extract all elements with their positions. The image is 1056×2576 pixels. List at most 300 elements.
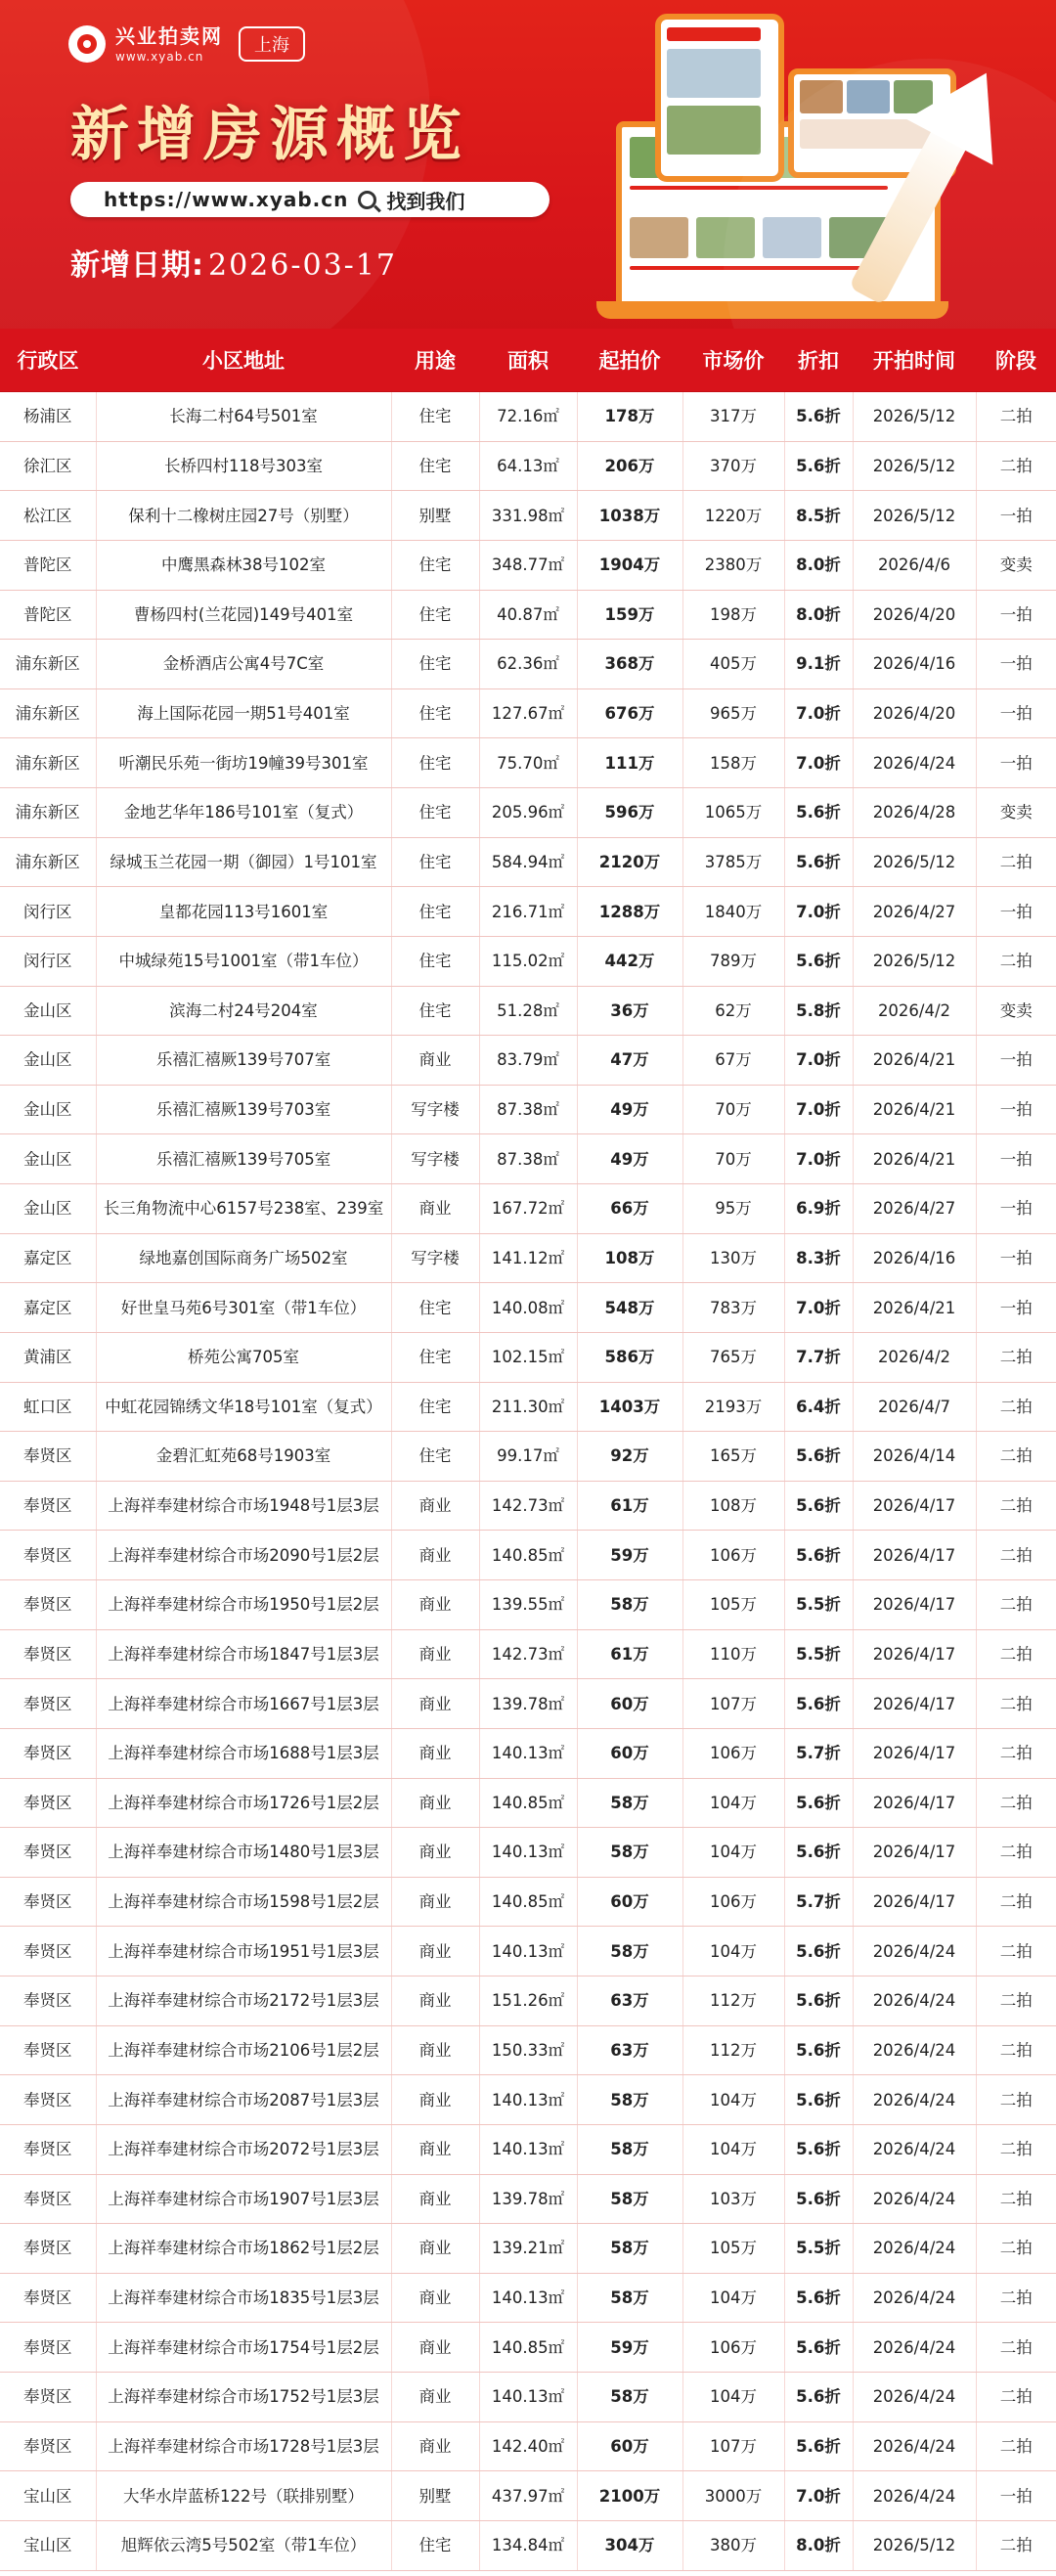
auction-date-cell: 2026/4/24: [853, 738, 976, 788]
discount-cell: 5.6折: [784, 2124, 853, 2174]
address-cell: 皇都花园113号1601室: [96, 887, 391, 937]
district-cell: 浦东新区: [0, 688, 96, 738]
market-price-cell: 317万: [682, 392, 784, 442]
district-cell: 宝山区: [0, 2471, 96, 2521]
stage-cell: 一拍: [976, 688, 1056, 738]
address-cell: 桥苑公寓705室: [96, 1332, 391, 1382]
area-cell: 140.85㎡: [479, 2323, 577, 2373]
discount-cell: 5.8折: [784, 986, 853, 1036]
auction-date-cell: 2026/5/12: [853, 2520, 976, 2570]
stage-cell: 二拍: [976, 1382, 1056, 1432]
discount-cell: 7.0折: [784, 688, 853, 738]
discount-cell: 5.6折: [784, 936, 853, 986]
column-header-use[interactable]: 用途: [391, 329, 479, 392]
url-bar[interactable]: [70, 182, 550, 217]
address-cell: 上海祥奉建材综合市场1688号1层3层: [96, 1728, 391, 1778]
district-cell: 奉贤区: [0, 2421, 96, 2471]
discount-cell: 5.6折: [784, 1432, 853, 1482]
start-price-cell: 58万: [577, 1778, 682, 1828]
area-cell: 72.16㎡: [479, 392, 577, 442]
auction-date-cell: 2026/4/16: [853, 640, 976, 689]
market-price-cell: 112万: [682, 1976, 784, 2026]
table-row[interactable]: [0, 738, 1056, 788]
stage-cell: 二拍: [976, 2075, 1056, 2125]
market-price-cell: 70万: [682, 1134, 784, 1184]
start-price-cell: 178万: [577, 392, 682, 442]
area-cell: 87.38㎡: [479, 1085, 577, 1134]
market-price-cell: 405万: [682, 640, 784, 689]
address-cell: 乐禧汇禧厥139号703室: [96, 1085, 391, 1134]
address-cell: 乐禧汇禧厥139号707室: [96, 1036, 391, 1086]
auction-date-cell: 2026/4/7: [853, 1382, 976, 1432]
auction-date-cell: 2026/5/12: [853, 441, 976, 491]
discount-cell: 5.6折: [784, 2323, 853, 2373]
district-cell: 宝山区: [0, 2520, 96, 2570]
discount-cell: 9.1折: [784, 640, 853, 689]
table-row[interactable]: [0, 1283, 1056, 1333]
address-cell: 上海祥奉建材综合市场1480号1层3层: [96, 1828, 391, 1878]
table-row[interactable]: [0, 1085, 1056, 1134]
column-header-market-price[interactable]: 市场价: [682, 329, 784, 392]
district-cell: 奉贤区: [0, 2124, 96, 2174]
stage-cell: 二拍: [976, 1332, 1056, 1382]
market-price-cell: 105万: [682, 1580, 784, 1630]
use-cell: 住宅: [391, 2520, 479, 2570]
address-cell: 上海祥奉建材综合市场1598号1层2层: [96, 1877, 391, 1927]
use-cell: 商业: [391, 2421, 479, 2471]
table-row[interactable]: [0, 1184, 1056, 1234]
stage-cell: 变卖: [976, 540, 1056, 590]
table-row[interactable]: [0, 2174, 1056, 2224]
area-cell: 140.85㎡: [479, 1877, 577, 1927]
table-row[interactable]: [0, 986, 1056, 1036]
stage-cell: 二拍: [976, 2421, 1056, 2471]
column-header-auction-date[interactable]: 开拍时间: [853, 329, 976, 392]
table-row[interactable]: [0, 788, 1056, 838]
column-header-discount[interactable]: 折扣: [784, 329, 853, 392]
stage-cell: 二拍: [976, 837, 1056, 887]
stage-cell: 二拍: [976, 1481, 1056, 1531]
start-price-cell: 442万: [577, 936, 682, 986]
stage-cell: 二拍: [976, 1828, 1056, 1878]
area-cell: 62.36㎡: [479, 640, 577, 689]
start-price-cell: 58万: [577, 2373, 682, 2422]
start-price-cell: 60万: [577, 1728, 682, 1778]
column-header-address[interactable]: 小区地址: [96, 329, 391, 392]
market-price-cell: 3000万: [682, 2471, 784, 2521]
stage-cell: 二拍: [976, 2373, 1056, 2422]
address-cell: 保利十二橡树庄园27号（别墅）: [96, 491, 391, 541]
added-date: [70, 241, 397, 284]
table-row[interactable]: [0, 688, 1056, 738]
auction-date-cell: 2026/4/17: [853, 1679, 976, 1729]
discount-cell: 5.5折: [784, 1629, 853, 1679]
table-row[interactable]: [0, 441, 1056, 491]
city-badge: 上海: [239, 26, 305, 62]
added-date-label: 新增日期:: [70, 248, 204, 283]
use-cell: 住宅: [391, 837, 479, 887]
address-cell: 长海二村64号501室: [96, 392, 391, 442]
table-row[interactable]: [0, 540, 1056, 590]
start-price-cell: 1403万: [577, 1382, 682, 1432]
stage-cell: 一拍: [976, 1233, 1056, 1283]
table-row[interactable]: [0, 2025, 1056, 2075]
area-cell: 151.26㎡: [479, 1976, 577, 2026]
start-price-cell: 58万: [577, 2273, 682, 2323]
use-cell: 商业: [391, 2224, 479, 2274]
auction-date-cell: 2026/4/24: [853, 2273, 976, 2323]
district-cell: 奉贤区: [0, 1629, 96, 1679]
discount-cell: 5.6折: [784, 441, 853, 491]
auction-date-cell: 2026/4/24: [853, 2075, 976, 2125]
district-cell: 奉贤区: [0, 2373, 96, 2422]
market-price-cell: 104万: [682, 2373, 784, 2422]
area-cell: 64.13㎡: [479, 441, 577, 491]
listing-thumbnail: [630, 217, 688, 258]
auction-date-cell: 2026/4/17: [853, 1778, 976, 1828]
auction-date-cell: 2026/4/21: [853, 1085, 976, 1134]
discount-cell: 8.0折: [784, 540, 853, 590]
table-row[interactable]: [0, 936, 1056, 986]
district-cell: 奉贤区: [0, 1976, 96, 2026]
use-cell: 别墅: [391, 2471, 479, 2521]
auction-date-cell: 2026/4/2: [853, 1332, 976, 1382]
stage-cell: 二拍: [976, 936, 1056, 986]
table-row[interactable]: [0, 1927, 1056, 1976]
table-row[interactable]: [0, 2471, 1056, 2521]
use-cell: 住宅: [391, 986, 479, 1036]
auction-date-cell: 2026/4/17: [853, 1728, 976, 1778]
district-cell: 普陀区: [0, 590, 96, 640]
use-cell: 商业: [391, 1679, 479, 1729]
address-cell: 中鹰黑森林38号102室: [96, 540, 391, 590]
stage-cell: 二拍: [976, 1778, 1056, 1828]
district-cell: 奉贤区: [0, 1927, 96, 1976]
area-cell: 75.70㎡: [479, 738, 577, 788]
table-row[interactable]: [0, 2520, 1056, 2570]
discount-cell: 7.0折: [784, 1283, 853, 1333]
stage-cell: 二拍: [976, 2174, 1056, 2224]
district-cell: 奉贤区: [0, 1432, 96, 1482]
discount-cell: 5.6折: [784, 1778, 853, 1828]
price-bar: [630, 186, 888, 190]
area-cell: 140.13㎡: [479, 2075, 577, 2125]
auction-date-cell: 2026/4/14: [853, 1432, 976, 1482]
table-row[interactable]: [0, 2421, 1056, 2471]
area-cell: 140.13㎡: [479, 2273, 577, 2323]
table-row[interactable]: [0, 1332, 1056, 1382]
district-cell: 奉贤区: [0, 2075, 96, 2125]
discount-cell: 5.6折: [784, 2174, 853, 2224]
stage-cell: 二拍: [976, 1629, 1056, 1679]
use-cell: 商业: [391, 1877, 479, 1927]
address-cell: 曹杨四村(兰花园)149号401室: [96, 590, 391, 640]
auction-date-cell: 2026/4/28: [853, 788, 976, 838]
area-cell: 139.21㎡: [479, 2224, 577, 2274]
site-url[interactable]: https://www.xyab.cn: [104, 188, 349, 211]
district-cell: 浦东新区: [0, 640, 96, 689]
start-price-cell: 60万: [577, 2421, 682, 2471]
use-cell: 商业: [391, 1184, 479, 1234]
table-row[interactable]: [0, 1531, 1056, 1580]
table-row[interactable]: [0, 1679, 1056, 1729]
start-price-cell: 60万: [577, 1679, 682, 1729]
area-cell: 115.02㎡: [479, 936, 577, 986]
table-row[interactable]: [0, 1036, 1056, 1086]
table-row[interactable]: [0, 1629, 1056, 1679]
start-price-cell: 59万: [577, 2323, 682, 2373]
stage-cell: 一拍: [976, 2471, 1056, 2521]
table-row[interactable]: [0, 392, 1056, 442]
table-row[interactable]: [0, 2323, 1056, 2373]
listing-thumbnail: [763, 217, 821, 258]
discount-cell: 8.0折: [784, 590, 853, 640]
market-price-cell: 107万: [682, 2421, 784, 2471]
table-row[interactable]: [0, 1481, 1056, 1531]
discount-cell: 7.7折: [784, 1332, 853, 1382]
table-row[interactable]: [0, 2224, 1056, 2274]
district-cell: 闵行区: [0, 936, 96, 986]
area-cell: 139.55㎡: [479, 1580, 577, 1630]
area-cell: 142.73㎡: [479, 1481, 577, 1531]
start-price-cell: 63万: [577, 1976, 682, 2026]
market-price-cell: 965万: [682, 688, 784, 738]
district-cell: 嘉定区: [0, 1283, 96, 1333]
district-cell: 嘉定区: [0, 1233, 96, 1283]
table-row[interactable]: [0, 1778, 1056, 1828]
discount-cell: 7.0折: [784, 1134, 853, 1184]
district-cell: 奉贤区: [0, 2323, 96, 2373]
district-cell: 奉贤区: [0, 1679, 96, 1729]
address-cell: 大华水岸蓝桥122号（联排别墅）: [96, 2471, 391, 2521]
column-header-area[interactable]: 面积: [479, 329, 577, 392]
stage-cell: 二拍: [976, 1877, 1056, 1927]
district-cell: 闵行区: [0, 887, 96, 937]
district-cell: 奉贤区: [0, 1778, 96, 1828]
market-price-cell: 130万: [682, 1233, 784, 1283]
address-cell: 上海祥奉建材综合市场1948号1层3层: [96, 1481, 391, 1531]
start-price-cell: 1038万: [577, 491, 682, 541]
address-cell: 上海祥奉建材综合市场2090号1层2层: [96, 1531, 391, 1580]
column-header-district[interactable]: 行政区: [0, 329, 96, 392]
address-cell: 金碧汇虹苑68号1903室: [96, 1432, 391, 1482]
district-cell: 奉贤区: [0, 1531, 96, 1580]
use-cell: 商业: [391, 2025, 479, 2075]
discount-cell: 5.6折: [784, 1976, 853, 2026]
auction-date-cell: 2026/4/21: [853, 1283, 976, 1333]
market-price-cell: 104万: [682, 1828, 784, 1878]
area-cell: 584.94㎡: [479, 837, 577, 887]
table-row[interactable]: [0, 1432, 1056, 1482]
start-price-cell: 206万: [577, 441, 682, 491]
stage-cell: 一拍: [976, 491, 1056, 541]
table-row[interactable]: [0, 2373, 1056, 2422]
district-cell: 奉贤区: [0, 1580, 96, 1630]
brand-name: 兴业拍卖网: [115, 23, 223, 48]
discount-cell: 5.6折: [784, 2075, 853, 2125]
area-cell: 140.08㎡: [479, 1283, 577, 1333]
listing-thumbnail: [696, 217, 755, 258]
district-cell: 奉贤区: [0, 1828, 96, 1878]
market-price-cell: 1840万: [682, 887, 784, 937]
table-row[interactable]: [0, 887, 1056, 937]
discount-cell: 8.0折: [784, 2520, 853, 2570]
address-cell: 中城绿苑15号1001室（带1车位）: [96, 936, 391, 986]
table-row[interactable]: [0, 590, 1056, 640]
district-cell: 黄浦区: [0, 1332, 96, 1382]
table-row[interactable]: [0, 1728, 1056, 1778]
start-price-cell: 2120万: [577, 837, 682, 887]
column-header-stage[interactable]: 阶段: [976, 329, 1056, 392]
district-cell: 金山区: [0, 986, 96, 1036]
address-cell: 上海祥奉建材综合市场1667号1层3层: [96, 1679, 391, 1729]
table-row[interactable]: [0, 1976, 1056, 2026]
area-cell: 83.79㎡: [479, 1036, 577, 1086]
start-price-cell: 676万: [577, 688, 682, 738]
market-price-cell: 104万: [682, 2273, 784, 2323]
stage-cell: 二拍: [976, 441, 1056, 491]
start-price-cell: 58万: [577, 2224, 682, 2274]
address-cell: 上海祥奉建材综合市场2106号1层2层: [96, 2025, 391, 2075]
area-cell: 40.87㎡: [479, 590, 577, 640]
brand[interactable]: [68, 25, 305, 63]
growth-arrow-icon: [849, 123, 971, 306]
stage-cell: 一拍: [976, 590, 1056, 640]
market-price-cell: 165万: [682, 1432, 784, 1482]
address-cell: 滨海二村24号204室: [96, 986, 391, 1036]
discount-cell: 5.7折: [784, 1728, 853, 1778]
auction-date-cell: 2026/4/20: [853, 590, 976, 640]
table-row[interactable]: [0, 837, 1056, 887]
table-row[interactable]: [0, 1134, 1056, 1184]
address-cell: 绿城玉兰花园一期（御园）1号101室: [96, 837, 391, 887]
auction-date-cell: 2026/5/12: [853, 936, 976, 986]
start-price-cell: 61万: [577, 1481, 682, 1531]
start-price-cell: 58万: [577, 1828, 682, 1878]
market-price-cell: 106万: [682, 1531, 784, 1580]
address-cell: 金桥酒店公寓4号7C室: [96, 640, 391, 689]
market-price-cell: 2193万: [682, 1382, 784, 1432]
auction-date-cell: 2026/4/17: [853, 1580, 976, 1630]
use-cell: 商业: [391, 1976, 479, 2026]
market-price-cell: 105万: [682, 2224, 784, 2274]
discount-cell: 5.6折: [784, 2373, 853, 2422]
table-row[interactable]: [0, 491, 1056, 541]
market-price-cell: 370万: [682, 441, 784, 491]
stage-cell: 一拍: [976, 1036, 1056, 1086]
discount-cell: 8.5折: [784, 491, 853, 541]
use-cell: 商业: [391, 1481, 479, 1531]
table-row[interactable]: [0, 2124, 1056, 2174]
phone-illustration: [655, 14, 784, 182]
use-cell: 写字楼: [391, 1134, 479, 1184]
discount-cell: 5.6折: [784, 2273, 853, 2323]
auction-date-cell: 2026/4/17: [853, 1828, 976, 1878]
auction-date-cell: 2026/4/24: [853, 2174, 976, 2224]
market-price-cell: 158万: [682, 738, 784, 788]
area-cell: 142.73㎡: [479, 1629, 577, 1679]
district-cell: 杨浦区: [0, 392, 96, 442]
listing-thumbnail: [829, 137, 888, 178]
use-cell: 别墅: [391, 491, 479, 541]
auction-date-cell: 2026/4/24: [853, 2373, 976, 2422]
discount-cell: 7.0折: [784, 738, 853, 788]
find-us-label[interactable]: 找到我们: [386, 189, 465, 213]
table-row[interactable]: [0, 1580, 1056, 1630]
table-row[interactable]: [0, 1233, 1056, 1283]
market-price-cell: 3785万: [682, 837, 784, 887]
use-cell: 住宅: [391, 788, 479, 838]
discount-cell: 5.6折: [784, 1828, 853, 1878]
table-row[interactable]: [0, 1828, 1056, 1878]
table-row[interactable]: [0, 2075, 1056, 2125]
column-header-start-price[interactable]: 起拍价: [577, 329, 682, 392]
use-cell: 住宅: [391, 1382, 479, 1432]
table-row[interactable]: [0, 2273, 1056, 2323]
area-cell: 140.85㎡: [479, 1531, 577, 1580]
stage-cell: 一拍: [976, 1184, 1056, 1234]
address-cell: 上海祥奉建材综合市场1726号1层2层: [96, 1778, 391, 1828]
table-row[interactable]: [0, 1382, 1056, 1432]
stage-cell: 二拍: [976, 2323, 1056, 2373]
brand-url: www.xyab.cn: [115, 49, 204, 64]
stage-cell: 二拍: [976, 1432, 1056, 1482]
stage-cell: 二拍: [976, 1580, 1056, 1630]
stage-cell: 二拍: [976, 1927, 1056, 1976]
added-date-value: 2026-03-17: [208, 248, 397, 283]
auction-date-cell: 2026/4/17: [853, 1481, 976, 1531]
start-price-cell: 368万: [577, 640, 682, 689]
area-cell: 134.84㎡: [479, 2520, 577, 2570]
use-cell: 商业: [391, 1728, 479, 1778]
discount-cell: 8.3折: [784, 1233, 853, 1283]
market-price-cell: 103万: [682, 2174, 784, 2224]
auction-date-cell: 2026/4/24: [853, 2124, 976, 2174]
address-cell: 乐禧汇禧厥139号705室: [96, 1134, 391, 1184]
table-row[interactable]: [0, 640, 1056, 689]
page-title: 新增房源概览: [70, 101, 469, 169]
auction-date-cell: 2026/4/24: [853, 2323, 976, 2373]
market-price-cell: 112万: [682, 2025, 784, 2075]
use-cell: 商业: [391, 1580, 479, 1630]
area-cell: 167.72㎡: [479, 1184, 577, 1234]
start-price-cell: 49万: [577, 1085, 682, 1134]
market-price-cell: 104万: [682, 1778, 784, 1828]
district-cell: 奉贤区: [0, 2273, 96, 2323]
discount-cell: 5.6折: [784, 1531, 853, 1580]
district-cell: 浦东新区: [0, 738, 96, 788]
district-cell: 浦东新区: [0, 837, 96, 887]
stage-cell: 一拍: [976, 640, 1056, 689]
discount-cell: 7.0折: [784, 2471, 853, 2521]
use-cell: 住宅: [391, 540, 479, 590]
address-cell: 上海祥奉建材综合市场1754号1层2层: [96, 2323, 391, 2373]
address-cell: 海上国际花园一期51号401室: [96, 688, 391, 738]
market-price-cell: 62万: [682, 986, 784, 1036]
discount-cell: 5.6折: [784, 837, 853, 887]
table-row[interactable]: [0, 1877, 1056, 1927]
stage-cell: 二拍: [976, 1679, 1056, 1729]
auction-date-cell: 2026/4/27: [853, 887, 976, 937]
district-cell: 浦东新区: [0, 788, 96, 838]
address-cell: 上海祥奉建材综合市场1752号1层3层: [96, 2373, 391, 2422]
stage-cell: 二拍: [976, 2520, 1056, 2570]
auction-date-cell: 2026/4/2: [853, 986, 976, 1036]
stage-cell: 变卖: [976, 986, 1056, 1036]
use-cell: 住宅: [391, 1432, 479, 1482]
start-price-cell: 36万: [577, 986, 682, 1036]
start-price-cell: 111万: [577, 738, 682, 788]
